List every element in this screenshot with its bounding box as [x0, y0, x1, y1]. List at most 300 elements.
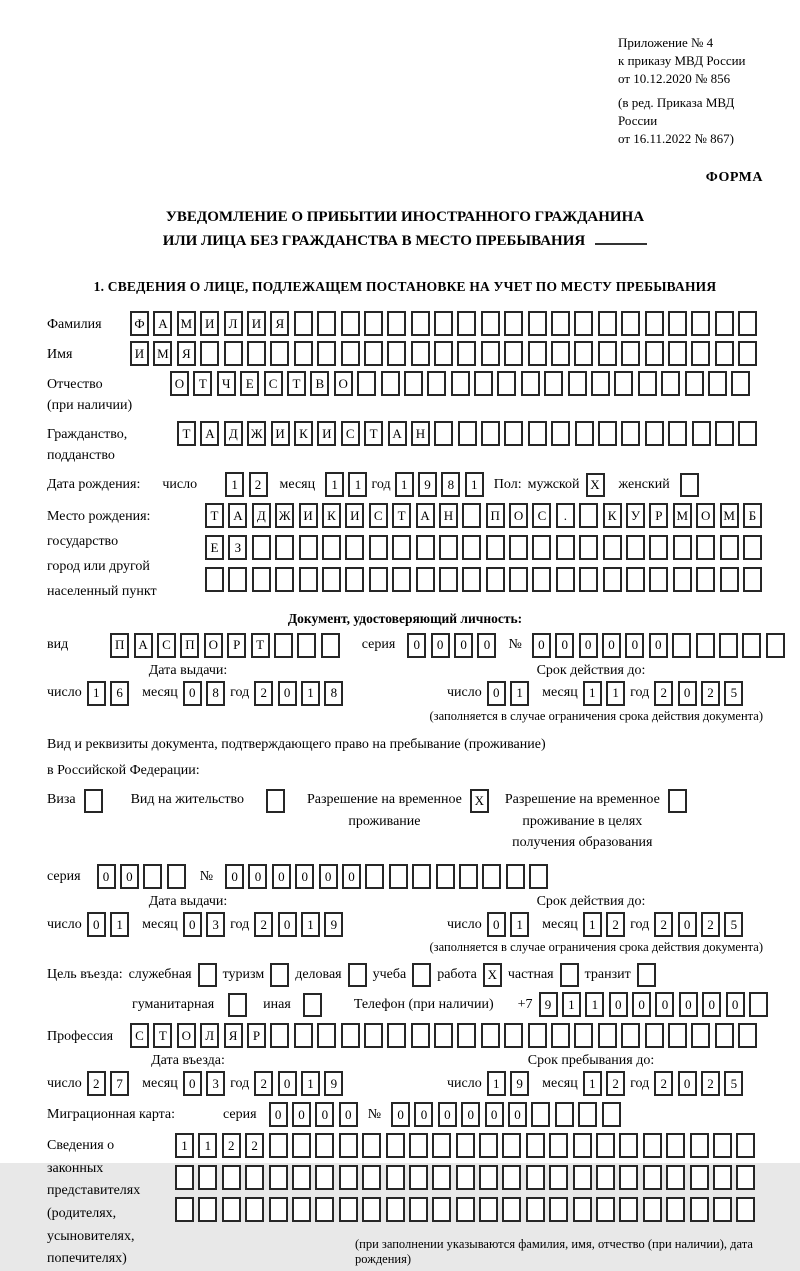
- char-cell[interactable]: [645, 341, 664, 366]
- char-cell[interactable]: [736, 1165, 755, 1190]
- char-cell[interactable]: [738, 341, 757, 366]
- char-cell[interactable]: [551, 341, 570, 366]
- char-cell[interactable]: 2: [701, 681, 720, 706]
- char-cell[interactable]: [481, 421, 500, 446]
- char-cell[interactable]: 0: [407, 633, 426, 658]
- char-cell[interactable]: [200, 341, 219, 366]
- char-cell[interactable]: 2: [654, 912, 673, 937]
- char-cell[interactable]: [575, 421, 594, 446]
- temporary-residence-checkbox[interactable]: X: [470, 789, 489, 813]
- char-cell[interactable]: 1: [395, 472, 414, 497]
- char-cell[interactable]: 0: [295, 864, 314, 889]
- char-cell[interactable]: А: [200, 421, 219, 446]
- char-cell[interactable]: [668, 341, 687, 366]
- char-cell[interactable]: [502, 1165, 521, 1190]
- char-cell[interactable]: 1: [301, 912, 320, 937]
- char-cell[interactable]: [436, 864, 455, 889]
- char-cell[interactable]: [668, 311, 687, 336]
- char-cell[interactable]: [222, 1197, 241, 1222]
- char-cell[interactable]: [364, 311, 383, 336]
- char-cell[interactable]: [432, 1165, 451, 1190]
- char-cell[interactable]: 0: [679, 992, 698, 1017]
- char-cell[interactable]: [506, 864, 525, 889]
- char-cell[interactable]: [690, 1133, 709, 1158]
- char-cell[interactable]: 0: [278, 912, 297, 937]
- char-cell[interactable]: [645, 1023, 664, 1048]
- char-cell[interactable]: [713, 1165, 732, 1190]
- char-cell[interactable]: 0: [609, 992, 628, 1017]
- char-cell[interactable]: 8: [324, 681, 343, 706]
- char-cell[interactable]: [457, 311, 476, 336]
- char-cell[interactable]: И: [317, 421, 336, 446]
- char-cell[interactable]: 1: [110, 912, 129, 937]
- char-cell[interactable]: [456, 1133, 475, 1158]
- char-cell[interactable]: [715, 341, 734, 366]
- stay-month-input[interactable]: [583, 1071, 625, 1096]
- char-cell[interactable]: [458, 421, 477, 446]
- char-cell[interactable]: 1: [562, 992, 581, 1017]
- char-cell[interactable]: [439, 535, 458, 560]
- char-cell[interactable]: 1: [301, 681, 320, 706]
- char-cell[interactable]: [578, 1102, 597, 1127]
- char-cell[interactable]: [362, 1133, 381, 1158]
- char-cell[interactable]: 0: [342, 864, 361, 889]
- char-cell[interactable]: [738, 311, 757, 336]
- char-cell[interactable]: О: [696, 503, 715, 528]
- char-cell[interactable]: [574, 341, 593, 366]
- char-cell[interactable]: [292, 1165, 311, 1190]
- char-cell[interactable]: [621, 1023, 640, 1048]
- char-cell[interactable]: [766, 633, 785, 658]
- char-cell[interactable]: [574, 1023, 593, 1048]
- char-cell[interactable]: М: [673, 503, 692, 528]
- char-cell[interactable]: [549, 1165, 568, 1190]
- char-cell[interactable]: [387, 311, 406, 336]
- char-cell[interactable]: 0: [248, 864, 267, 889]
- birth-day-input[interactable]: [225, 472, 267, 497]
- char-cell[interactable]: Я: [177, 341, 196, 366]
- char-cell[interactable]: Е: [240, 371, 259, 396]
- char-cell[interactable]: 0: [120, 864, 139, 889]
- residence-permit-checkbox[interactable]: [266, 789, 285, 813]
- char-cell[interactable]: [481, 341, 500, 366]
- char-cell[interactable]: [549, 1133, 568, 1158]
- char-cell[interactable]: З: [228, 535, 247, 560]
- char-cell[interactable]: 9: [510, 1071, 529, 1096]
- char-cell[interactable]: Н: [439, 503, 458, 528]
- visa-checkbox[interactable]: [84, 789, 103, 813]
- char-cell[interactable]: Ж: [247, 421, 266, 446]
- char-cell[interactable]: [175, 1165, 194, 1190]
- char-cell[interactable]: [486, 567, 505, 592]
- char-cell[interactable]: 0: [678, 1071, 697, 1096]
- char-cell[interactable]: [315, 1133, 334, 1158]
- char-cell[interactable]: [270, 1023, 289, 1048]
- char-cell[interactable]: [412, 864, 431, 889]
- char-cell[interactable]: И: [130, 341, 149, 366]
- char-cell[interactable]: [509, 567, 528, 592]
- temporary-residence-education-checkbox[interactable]: [668, 789, 687, 813]
- char-cell[interactable]: 0: [87, 912, 106, 937]
- char-cell[interactable]: [341, 1023, 360, 1048]
- char-cell[interactable]: 0: [97, 864, 116, 889]
- char-cell[interactable]: [322, 535, 341, 560]
- char-cell[interactable]: [294, 311, 313, 336]
- char-cell[interactable]: Р: [649, 503, 668, 528]
- char-cell[interactable]: [387, 1023, 406, 1048]
- char-cell[interactable]: [643, 1165, 662, 1190]
- char-cell[interactable]: Т: [251, 633, 270, 658]
- char-cell[interactable]: [602, 1102, 621, 1127]
- char-cell[interactable]: [643, 1197, 662, 1222]
- char-cell[interactable]: [341, 311, 360, 336]
- char-cell[interactable]: А: [134, 633, 153, 658]
- char-cell[interactable]: 1: [585, 992, 604, 1017]
- char-cell[interactable]: [462, 535, 481, 560]
- char-cell[interactable]: [551, 311, 570, 336]
- char-cell[interactable]: 0: [278, 1071, 297, 1096]
- char-cell[interactable]: [509, 535, 528, 560]
- residence-issue-day-input[interactable]: [87, 912, 129, 937]
- char-cell[interactable]: 1: [606, 681, 625, 706]
- char-cell[interactable]: Ф: [130, 311, 149, 336]
- char-cell[interactable]: 1: [87, 681, 106, 706]
- char-cell[interactable]: [720, 567, 739, 592]
- stay-day-input[interactable]: [487, 1071, 529, 1096]
- char-cell[interactable]: [614, 371, 633, 396]
- char-cell[interactable]: [521, 371, 540, 396]
- residence-issue-month-input[interactable]: [183, 912, 225, 937]
- char-cell[interactable]: 8: [441, 472, 460, 497]
- residence-valid-month-input[interactable]: [583, 912, 625, 937]
- char-cell[interactable]: Л: [224, 311, 243, 336]
- representatives-line1-input[interactable]: [175, 1133, 763, 1158]
- char-cell[interactable]: [389, 864, 408, 889]
- char-cell[interactable]: [685, 371, 704, 396]
- char-cell[interactable]: [715, 1023, 734, 1048]
- citizenship-input[interactable]: [177, 421, 757, 446]
- char-cell[interactable]: [673, 567, 692, 592]
- char-cell[interactable]: [621, 341, 640, 366]
- char-cell[interactable]: А: [388, 421, 407, 446]
- char-cell[interactable]: С: [341, 421, 360, 446]
- char-cell[interactable]: [691, 311, 710, 336]
- sex-female-checkbox[interactable]: [680, 473, 699, 497]
- char-cell[interactable]: 0: [678, 681, 697, 706]
- char-cell[interactable]: [269, 1133, 288, 1158]
- purpose-study-checkbox[interactable]: [412, 963, 431, 987]
- char-cell[interactable]: [591, 371, 610, 396]
- char-cell[interactable]: [434, 1023, 453, 1048]
- char-cell[interactable]: [649, 567, 668, 592]
- char-cell[interactable]: [345, 567, 364, 592]
- char-cell[interactable]: 0: [391, 1102, 410, 1127]
- char-cell[interactable]: [668, 1023, 687, 1048]
- char-cell[interactable]: [743, 567, 762, 592]
- char-cell[interactable]: 1: [325, 472, 344, 497]
- char-cell[interactable]: [205, 567, 224, 592]
- char-cell[interactable]: 0: [477, 633, 496, 658]
- char-cell[interactable]: [143, 864, 162, 889]
- char-cell[interactable]: [228, 567, 247, 592]
- char-cell[interactable]: [742, 633, 761, 658]
- char-cell[interactable]: [481, 311, 500, 336]
- char-cell[interactable]: [386, 1133, 405, 1158]
- char-cell[interactable]: [666, 1165, 685, 1190]
- char-cell[interactable]: [596, 1133, 615, 1158]
- char-cell[interactable]: [532, 567, 551, 592]
- char-cell[interactable]: [386, 1197, 405, 1222]
- char-cell[interactable]: У: [626, 503, 645, 528]
- char-cell[interactable]: 3: [206, 1071, 225, 1096]
- char-cell[interactable]: [596, 1165, 615, 1190]
- char-cell[interactable]: О: [204, 633, 223, 658]
- char-cell[interactable]: Я: [224, 1023, 243, 1048]
- char-cell[interactable]: [479, 1165, 498, 1190]
- char-cell[interactable]: 0: [702, 992, 721, 1017]
- residence-series-input[interactable]: [97, 864, 186, 889]
- char-cell[interactable]: [479, 1197, 498, 1222]
- char-cell[interactable]: 0: [292, 1102, 311, 1127]
- char-cell[interactable]: [457, 1023, 476, 1048]
- char-cell[interactable]: А: [416, 503, 435, 528]
- char-cell[interactable]: 0: [183, 1071, 202, 1096]
- char-cell[interactable]: [409, 1197, 428, 1222]
- char-cell[interactable]: [294, 341, 313, 366]
- char-cell[interactable]: [715, 311, 734, 336]
- char-cell[interactable]: 1: [510, 912, 529, 937]
- char-cell[interactable]: 0: [461, 1102, 480, 1127]
- char-cell[interactable]: 1: [583, 681, 602, 706]
- char-cell[interactable]: 2: [245, 1133, 264, 1158]
- char-cell[interactable]: 0: [339, 1102, 358, 1127]
- char-cell[interactable]: [462, 503, 481, 528]
- char-cell[interactable]: Л: [200, 1023, 219, 1048]
- issue-year-input[interactable]: [254, 681, 343, 706]
- char-cell[interactable]: 2: [654, 1071, 673, 1096]
- char-cell[interactable]: 0: [414, 1102, 433, 1127]
- char-cell[interactable]: В: [310, 371, 329, 396]
- char-cell[interactable]: [411, 311, 430, 336]
- char-cell[interactable]: И: [247, 311, 266, 336]
- char-cell[interactable]: [322, 567, 341, 592]
- char-cell[interactable]: [666, 1197, 685, 1222]
- char-cell[interactable]: [416, 535, 435, 560]
- char-cell[interactable]: М: [177, 311, 196, 336]
- char-cell[interactable]: [456, 1197, 475, 1222]
- char-cell[interactable]: С: [264, 371, 283, 396]
- char-cell[interactable]: [339, 1165, 358, 1190]
- char-cell[interactable]: О: [177, 1023, 196, 1048]
- char-cell[interactable]: 5: [724, 912, 743, 937]
- char-cell[interactable]: [603, 567, 622, 592]
- entry-month-input[interactable]: [183, 1071, 225, 1096]
- char-cell[interactable]: [731, 371, 750, 396]
- char-cell[interactable]: Т: [205, 503, 224, 528]
- char-cell[interactable]: [598, 311, 617, 336]
- char-cell[interactable]: П: [180, 633, 199, 658]
- char-cell[interactable]: [696, 633, 715, 658]
- char-cell[interactable]: Я: [270, 311, 289, 336]
- char-cell[interactable]: К: [603, 503, 622, 528]
- char-cell[interactable]: 0: [431, 633, 450, 658]
- char-cell[interactable]: .: [556, 503, 575, 528]
- char-cell[interactable]: 2: [654, 681, 673, 706]
- valid-day-input[interactable]: [487, 681, 529, 706]
- char-cell[interactable]: [497, 371, 516, 396]
- char-cell[interactable]: [621, 421, 640, 446]
- char-cell[interactable]: [392, 535, 411, 560]
- char-cell[interactable]: Ж: [275, 503, 294, 528]
- char-cell[interactable]: [603, 535, 622, 560]
- char-cell[interactable]: [598, 421, 617, 446]
- birth-place-line2-input[interactable]: [205, 535, 762, 560]
- char-cell[interactable]: [486, 535, 505, 560]
- residence-valid-day-input[interactable]: [487, 912, 529, 937]
- char-cell[interactable]: [661, 371, 680, 396]
- char-cell[interactable]: 9: [539, 992, 558, 1017]
- char-cell[interactable]: 1: [175, 1133, 194, 1158]
- char-cell[interactable]: [643, 1133, 662, 1158]
- char-cell[interactable]: [626, 535, 645, 560]
- migration-series-input[interactable]: [269, 1102, 358, 1127]
- representatives-line2-input[interactable]: [175, 1165, 763, 1190]
- char-cell[interactable]: [357, 371, 376, 396]
- char-cell[interactable]: [645, 421, 664, 446]
- char-cell[interactable]: [270, 341, 289, 366]
- birth-month-input[interactable]: [325, 472, 367, 497]
- char-cell[interactable]: [708, 371, 727, 396]
- char-cell[interactable]: [317, 341, 336, 366]
- char-cell[interactable]: 2: [701, 1071, 720, 1096]
- given-name-input[interactable]: [130, 341, 757, 366]
- char-cell[interactable]: А: [228, 503, 247, 528]
- profession-input[interactable]: [130, 1023, 757, 1048]
- char-cell[interactable]: П: [486, 503, 505, 528]
- char-cell[interactable]: О: [334, 371, 353, 396]
- char-cell[interactable]: [224, 341, 243, 366]
- char-cell[interactable]: [573, 1165, 592, 1190]
- char-cell[interactable]: [317, 1023, 336, 1048]
- char-cell[interactable]: [411, 341, 430, 366]
- purpose-tourism-checkbox[interactable]: [270, 963, 289, 987]
- char-cell[interactable]: [364, 1023, 383, 1048]
- char-cell[interactable]: [274, 633, 293, 658]
- char-cell[interactable]: 6: [110, 681, 129, 706]
- char-cell[interactable]: [362, 1165, 381, 1190]
- char-cell[interactable]: Т: [392, 503, 411, 528]
- sex-male-checkbox[interactable]: X: [586, 473, 605, 497]
- char-cell[interactable]: [666, 1133, 685, 1158]
- char-cell[interactable]: 0: [655, 992, 674, 1017]
- char-cell[interactable]: [531, 1102, 550, 1127]
- doc-series-input[interactable]: [407, 633, 496, 658]
- char-cell[interactable]: [409, 1133, 428, 1158]
- valid-year-input[interactable]: [654, 681, 743, 706]
- issue-day-input[interactable]: [87, 681, 129, 706]
- char-cell[interactable]: 7: [110, 1071, 129, 1096]
- char-cell[interactable]: 1: [583, 1071, 602, 1096]
- char-cell[interactable]: [364, 341, 383, 366]
- char-cell[interactable]: [269, 1197, 288, 1222]
- char-cell[interactable]: 0: [315, 1102, 334, 1127]
- char-cell[interactable]: [638, 371, 657, 396]
- char-cell[interactable]: [598, 341, 617, 366]
- char-cell[interactable]: К: [294, 421, 313, 446]
- char-cell[interactable]: [175, 1197, 194, 1222]
- char-cell[interactable]: 0: [508, 1102, 527, 1127]
- char-cell[interactable]: [294, 1023, 313, 1048]
- char-cell[interactable]: [456, 1165, 475, 1190]
- char-cell[interactable]: [341, 341, 360, 366]
- char-cell[interactable]: Б: [743, 503, 762, 528]
- char-cell[interactable]: [504, 1023, 523, 1048]
- char-cell[interactable]: [626, 567, 645, 592]
- birth-place-line1-input[interactable]: [205, 503, 762, 528]
- char-cell[interactable]: [434, 421, 453, 446]
- surname-input[interactable]: [130, 311, 757, 336]
- char-cell[interactable]: [579, 567, 598, 592]
- char-cell[interactable]: [696, 567, 715, 592]
- char-cell[interactable]: 5: [724, 1071, 743, 1096]
- patronymic-input[interactable]: [170, 371, 750, 396]
- char-cell[interactable]: 0: [678, 912, 697, 937]
- char-cell[interactable]: [457, 341, 476, 366]
- char-cell[interactable]: [411, 1023, 430, 1048]
- char-cell[interactable]: [719, 633, 738, 658]
- valid-month-input[interactable]: [583, 681, 625, 706]
- char-cell[interactable]: 3: [206, 912, 225, 937]
- char-cell[interactable]: 8: [206, 681, 225, 706]
- char-cell[interactable]: [736, 1197, 755, 1222]
- char-cell[interactable]: 0: [183, 681, 202, 706]
- char-cell[interactable]: 0: [649, 633, 668, 658]
- char-cell[interactable]: [462, 567, 481, 592]
- char-cell[interactable]: 2: [249, 472, 268, 497]
- char-cell[interactable]: [573, 1133, 592, 1158]
- residence-number-input[interactable]: [225, 864, 548, 889]
- char-cell[interactable]: 2: [606, 1071, 625, 1096]
- char-cell[interactable]: Д: [252, 503, 271, 528]
- char-cell[interactable]: 2: [87, 1071, 106, 1096]
- char-cell[interactable]: [481, 1023, 500, 1048]
- char-cell[interactable]: [526, 1133, 545, 1158]
- char-cell[interactable]: [691, 341, 710, 366]
- purpose-business-checkbox[interactable]: [348, 963, 367, 987]
- char-cell[interactable]: 0: [319, 864, 338, 889]
- char-cell[interactable]: 2: [254, 912, 273, 937]
- char-cell[interactable]: А: [153, 311, 172, 336]
- char-cell[interactable]: [362, 1197, 381, 1222]
- phone-input[interactable]: [539, 992, 769, 1017]
- char-cell[interactable]: 0: [602, 633, 621, 658]
- char-cell[interactable]: [252, 535, 271, 560]
- char-cell[interactable]: Н: [411, 421, 430, 446]
- char-cell[interactable]: И: [299, 503, 318, 528]
- char-cell[interactable]: [299, 535, 318, 560]
- char-cell[interactable]: [275, 535, 294, 560]
- char-cell[interactable]: [619, 1133, 638, 1158]
- char-cell[interactable]: [299, 567, 318, 592]
- char-cell[interactable]: 1: [510, 681, 529, 706]
- char-cell[interactable]: [459, 864, 478, 889]
- char-cell[interactable]: С: [532, 503, 551, 528]
- char-cell[interactable]: [544, 371, 563, 396]
- char-cell[interactable]: [579, 535, 598, 560]
- char-cell[interactable]: Т: [287, 371, 306, 396]
- char-cell[interactable]: [434, 341, 453, 366]
- doc-type-input[interactable]: [110, 633, 340, 658]
